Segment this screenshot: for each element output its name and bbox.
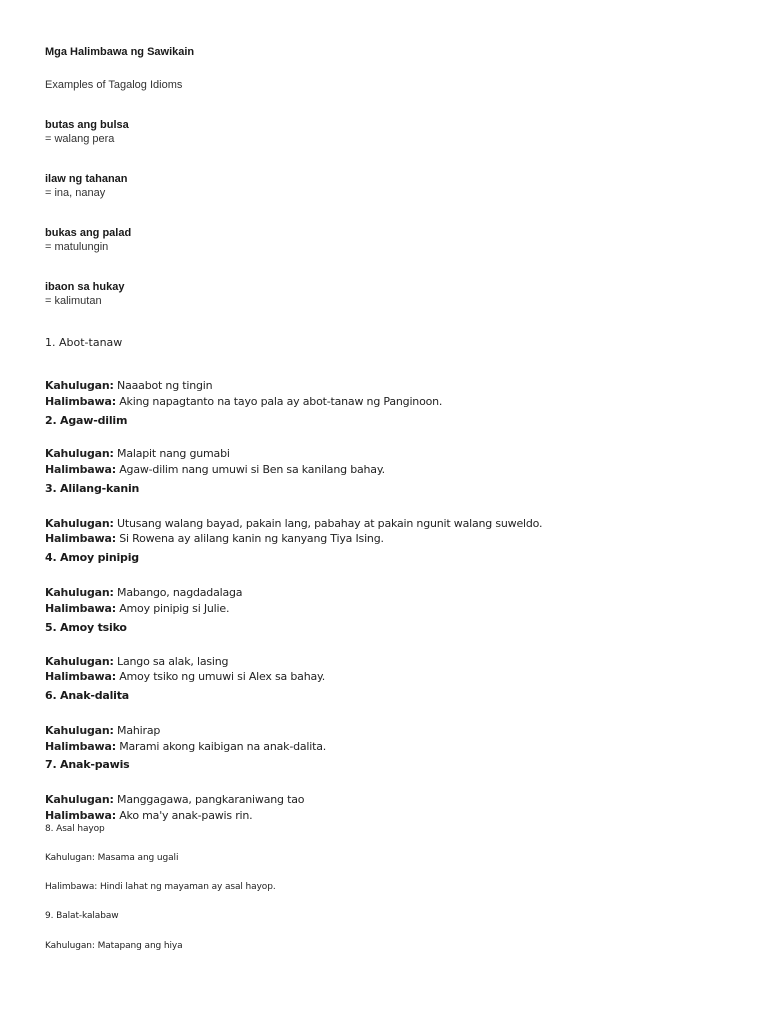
entry-heading: 3. Alilang-kanin: [45, 482, 140, 495]
idiom-term: ibaon sa hukay: [45, 281, 125, 293]
entry-kahulugan: [45, 447, 230, 460]
halimbawa-text: Amoy pinipig si Julie.: [115, 602, 230, 615]
kahulugan-text: Manggagawa, pangkaraniwang tao: [113, 793, 305, 806]
halimbawa-label: Halimbawa:: [45, 463, 116, 476]
document-subtitle: Examples of Tagalog Idioms: [45, 79, 183, 91]
kahulugan-text: Malapit nang gumabi: [113, 447, 230, 460]
halimbawa-text: Aking napagtanto na tayo pala ay abot-tanaw ng Panginoon.: [115, 395, 443, 408]
entry-heading: 5. Amoy tsiko: [45, 621, 127, 634]
kahulugan-text: Mabango, nagdadalaga: [113, 586, 243, 599]
entry-kahulugan: [45, 655, 228, 668]
halimbawa-label: Halimbawa:: [45, 670, 116, 683]
idiom-meaning: = kalimutan: [45, 295, 102, 307]
kahulugan-text: Lango sa alak, lasing: [113, 655, 229, 668]
entry-halimbawa: [45, 809, 252, 822]
idiom-meaning: = walang pera: [45, 133, 115, 145]
kahulugan-text: Mahirap: [113, 724, 161, 737]
entry-heading: 1. Abot-tanaw: [45, 336, 123, 349]
entry-heading: 6. Anak-dalita: [45, 689, 130, 702]
halimbawa-text: Si Rowena ay alilang kanin ng kanyang Tiya Ising.: [115, 532, 384, 545]
entry-halimbawa: [45, 670, 325, 683]
halimbawa-text: Marami akong kaibigan na anak-dalita.: [115, 740, 327, 753]
entry-kahulugan: [45, 379, 212, 392]
entry-heading-small: 8. Asal hayop: [45, 824, 105, 834]
idiom-term: butas ang bulsa: [45, 119, 129, 131]
entry-kahulugan: [45, 793, 304, 806]
entry-halimbawa-small: Halimbawa: Hindi lahat ng mayaman ay asal hayop.: [45, 882, 276, 892]
kahulugan-text: Naaabot ng tingin: [113, 379, 213, 392]
entry-halimbawa: [45, 463, 385, 476]
entry-heading: 4. Amoy pinipig: [45, 551, 139, 564]
idiom-term: ilaw ng tahanan: [45, 173, 128, 185]
document-title: Mga Halimbawa ng Sawikain: [45, 46, 195, 58]
entry-halimbawa: [45, 602, 229, 615]
halimbawa-text: Amoy tsiko ng umuwi si Alex sa bahay.: [115, 670, 326, 683]
entry-halimbawa: [45, 740, 326, 753]
entry-kahulugan: [45, 724, 160, 737]
halimbawa-text: Ako ma'y anak-pawis rin.: [115, 809, 253, 822]
halimbawa-text: Agaw-dilim nang umuwi si Ben sa kanilang bahay.: [115, 463, 385, 476]
idiom-term: bukas ang palad: [45, 227, 132, 239]
kahulugan-label: Kahulugan:: [45, 793, 114, 806]
entry-heading-small: 9. Balat-kalabaw: [45, 911, 119, 921]
idiom-meaning: = matulungin: [45, 241, 109, 253]
kahulugan-label: Kahulugan:: [45, 379, 114, 392]
entry-kahulugan: [45, 586, 242, 599]
halimbawa-label: Halimbawa:: [45, 532, 116, 545]
entry-heading: 7. Anak-pawis: [45, 758, 130, 771]
entry-halimbawa: [45, 395, 442, 408]
entry-halimbawa: [45, 532, 384, 545]
kahulugan-label: Kahulugan:: [45, 517, 114, 530]
entry-kahulugan-small: Kahulugan: Masama ang ugali: [45, 853, 179, 863]
kahulugan-text: Utusang walang bayad, pakain lang, pabahay at pakain ngunit walang suweldo.: [113, 517, 543, 530]
kahulugan-label: Kahulugan:: [45, 724, 114, 737]
entry-kahulugan-small: Kahulugan: Matapang ang hiya: [45, 941, 183, 951]
idiom-meaning: = ina, nanay: [45, 187, 106, 199]
halimbawa-label: Halimbawa:: [45, 740, 116, 753]
entry-kahulugan: [45, 517, 542, 530]
halimbawa-label: Halimbawa:: [45, 395, 116, 408]
halimbawa-label: Halimbawa:: [45, 809, 116, 822]
entry-heading: 2. Agaw-dilim: [45, 414, 128, 427]
kahulugan-label: Kahulugan:: [45, 586, 114, 599]
kahulugan-label: Kahulugan:: [45, 447, 114, 460]
kahulugan-label: Kahulugan:: [45, 655, 114, 668]
halimbawa-label: Halimbawa:: [45, 602, 116, 615]
